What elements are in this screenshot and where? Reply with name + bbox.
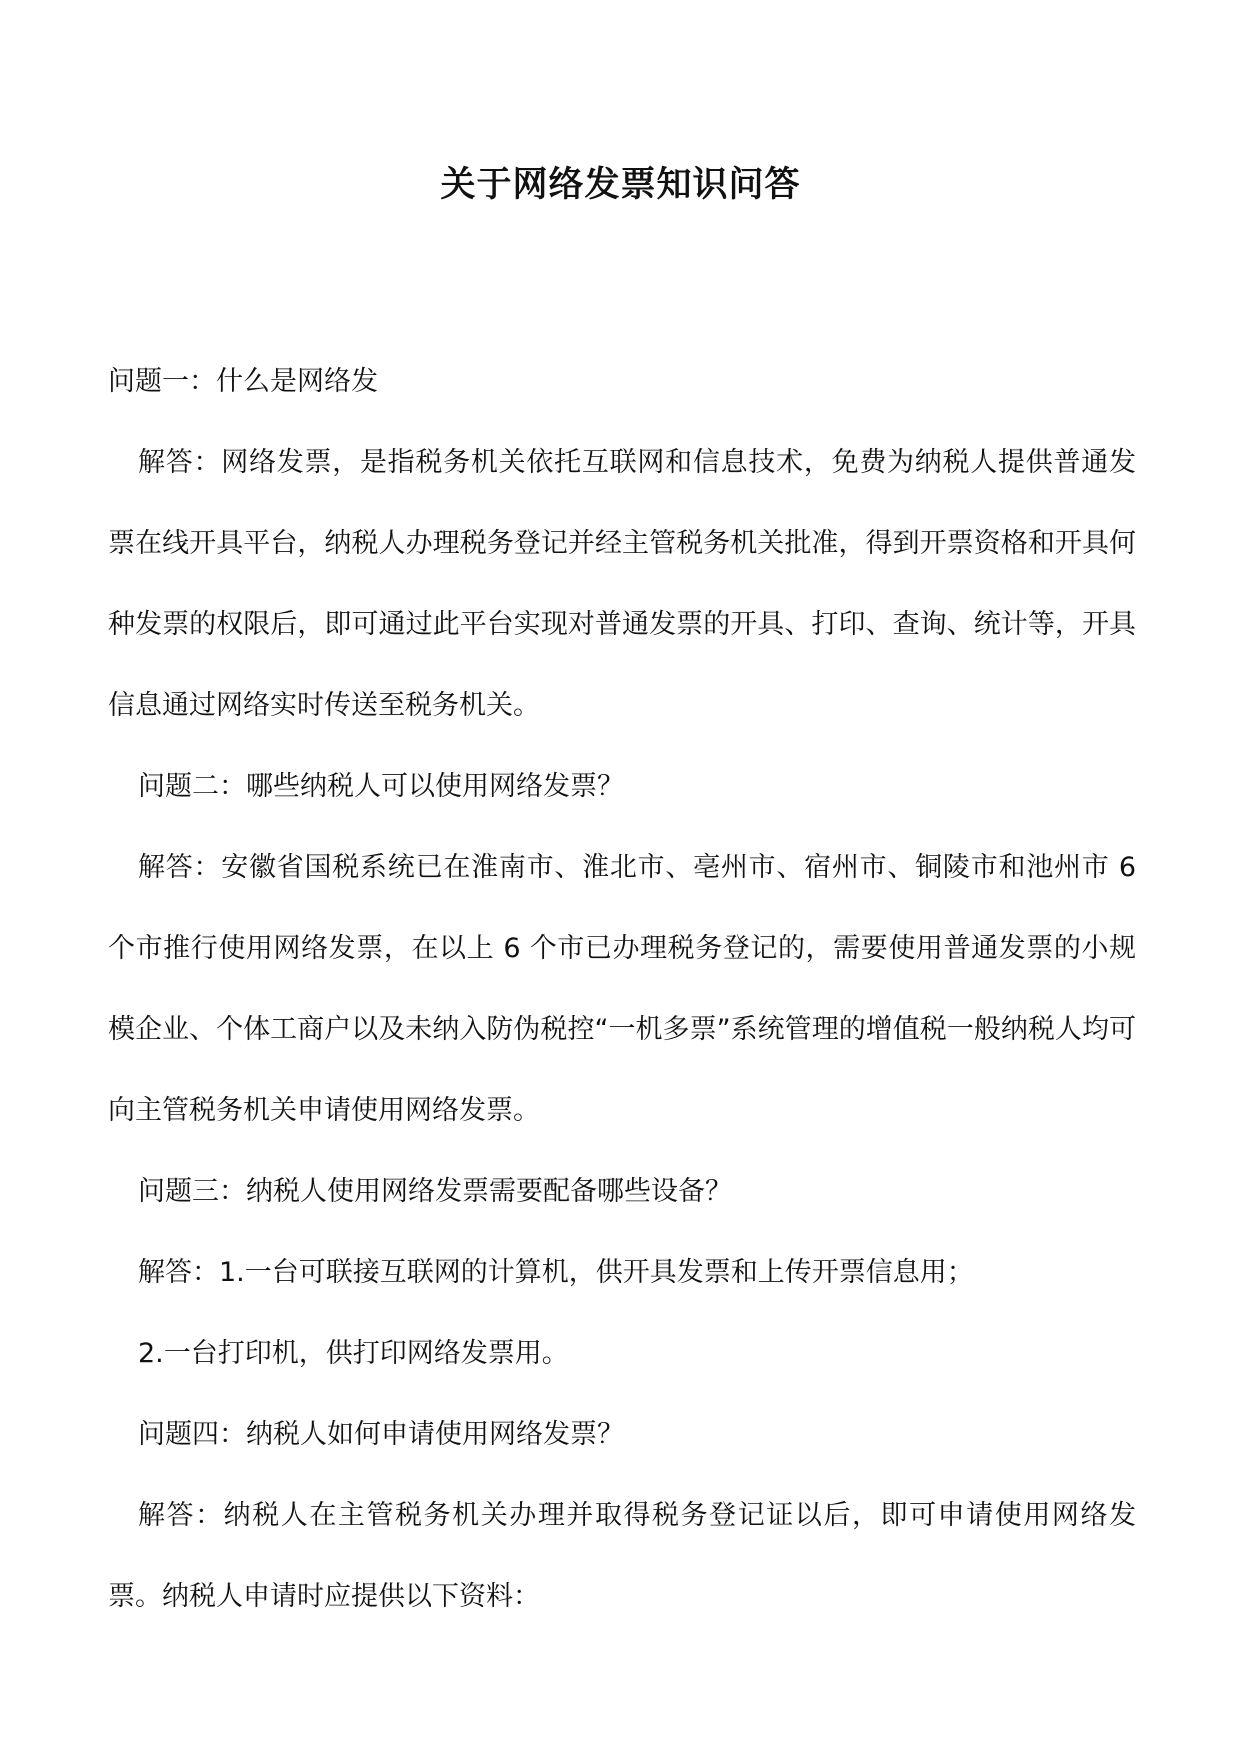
question-2: 问题二：哪些纳税人可以使用网络发票？	[138, 771, 624, 802]
answer-4: 解答：纳税人在主管税务机关办理并取得税务登记证以后，即可申请使用网络发票。纳税人申请时应提供以下资料：	[108, 1500, 1136, 1612]
answer-2: 解答：安徽省国税系统已在淮南市、淮北市、亳州市、宿州市、铜陵市和池州市 6 个市推行使用网络发票，在以上 6 个市已办理税务登记的，需要使用普通发票的小规模企业、个体工商户以及未纳入防伪税控“一机多票”系统管理的增值税一般纳税人均可向主管税务机关申请使用网络发票。	[108, 852, 1136, 1126]
document-body	[108, 341, 1136, 1637]
answer-3-item-1: 解答：1.一台可联接互联网的计算机，供开具发票和上传开票信息用；	[138, 1257, 974, 1288]
question-3: 问题三：纳税人使用网络发票需要配备哪些设备？	[138, 1176, 732, 1207]
question-4: 问题四：纳税人如何申请使用网络发票？	[138, 1419, 624, 1450]
answer-3-item-2: 2.一台打印机，供打印网络发票用。	[138, 1338, 569, 1369]
document-title: 关于网络发票知识问答	[440, 165, 801, 205]
question-1: 问题一：什么是网络发	[108, 366, 378, 397]
answer-1: 解答：网络发票，是指税务机关依托互联网和信息技术，免费为纳税人提供普通发票在线开具平台，纳税人办理税务登记并经主管税务机关批准，得到开票资格和开具何种发票的权限后，即可通过此平台实现对普通发票的开具、打印、查询、统计等，开具信息通过网络实时传送至税务机关。	[108, 447, 1136, 721]
